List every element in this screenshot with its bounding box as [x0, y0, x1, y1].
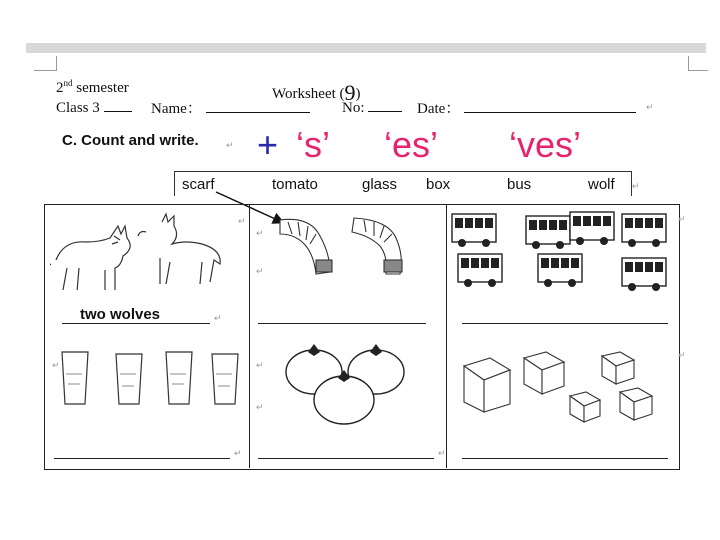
- word-bank-item: scarf: [182, 176, 215, 193]
- paragraph-mark: ↵: [256, 360, 264, 370]
- worksheet-close: ): [355, 86, 361, 102]
- crop-mark: [688, 56, 689, 71]
- semester-number: 2: [56, 80, 64, 96]
- class-label: Class 3: [56, 100, 100, 116]
- ruler-bar: [26, 43, 706, 53]
- word-bank-item: tomato: [272, 176, 318, 193]
- glasses-illustration: [56, 348, 244, 410]
- paragraph-mark: ↵: [256, 266, 264, 276]
- paragraph-mark: ↵: [52, 360, 60, 370]
- semester-label: [56, 78, 129, 97]
- class-field: [56, 97, 132, 117]
- date-blank[interactable]: [464, 98, 636, 113]
- word-bank-item: wolf: [588, 176, 615, 193]
- suffix-es: ‘es’: [384, 124, 439, 165]
- semester-suffix: nd: [63, 78, 73, 88]
- paragraph-mark: ↵: [678, 214, 686, 224]
- number-field: [342, 97, 402, 117]
- name-label: Name：: [151, 101, 202, 117]
- crop-mark: [34, 70, 56, 71]
- number-blank[interactable]: [368, 97, 402, 112]
- answer-line[interactable]: [62, 322, 210, 324]
- paragraph-mark: ↵: [632, 181, 640, 191]
- wolves-illustration: [50, 210, 240, 290]
- answer-line[interactable]: [54, 457, 230, 459]
- word-bank-item: bus: [507, 176, 532, 193]
- word-bank-item: glass: [362, 176, 398, 193]
- worksheet-label: Worksheet (: [272, 86, 345, 102]
- paragraph-mark: ↵: [646, 102, 654, 112]
- paragraph-mark: ↵: [256, 228, 264, 238]
- tomatoes-illustration: [280, 342, 410, 428]
- paragraph-mark: ↵: [234, 448, 242, 458]
- answer-line[interactable]: [258, 322, 426, 324]
- name-field: [151, 97, 310, 118]
- buses-illustration: [450, 210, 672, 298]
- paragraph-mark: ↵: [226, 140, 234, 150]
- paragraph-mark: ↵: [256, 402, 264, 412]
- scarves-illustration: [268, 210, 438, 280]
- date-field: [417, 97, 636, 118]
- exercise-instruction: C. Count and write.: [62, 132, 199, 149]
- date-label: Date：: [417, 101, 461, 117]
- crop-mark: [688, 70, 708, 71]
- name-blank[interactable]: [206, 98, 310, 113]
- suffix-s: ‘s’: [296, 124, 330, 165]
- paragraph-mark: ↵: [214, 313, 222, 323]
- paragraph-mark: ↵: [238, 216, 246, 226]
- answer-line[interactable]: [462, 457, 668, 459]
- number-label: No:: [342, 100, 365, 116]
- word-bank-item: box: [426, 176, 451, 193]
- boxes-illustration: [454, 346, 670, 424]
- grid-divider: [446, 204, 447, 468]
- semester-word: semester: [76, 80, 129, 96]
- answer-text: two wolves: [80, 306, 161, 323]
- class-blank[interactable]: [104, 97, 132, 112]
- answer-line[interactable]: [462, 322, 668, 324]
- crop-mark: [56, 56, 57, 71]
- suffix-ves: ‘ves’: [509, 124, 582, 165]
- answer-line[interactable]: [258, 457, 434, 459]
- paragraph-mark: ↵: [678, 350, 686, 360]
- worksheet-number[interactable]: 9: [344, 80, 356, 105]
- grid-divider: [249, 204, 250, 468]
- plus-sign: +: [257, 124, 279, 165]
- paragraph-mark: ↵: [438, 448, 446, 458]
